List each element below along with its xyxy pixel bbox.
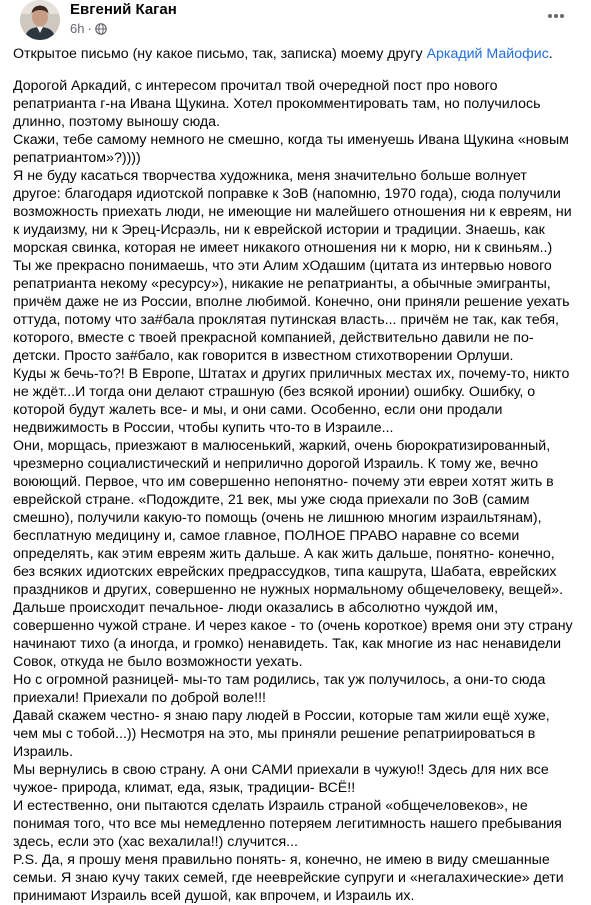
paragraph: Но с огромной разницей- мы-то там родились, так уж получилось, а они-то сюда приехали! Приехали по доброй воле!!! (13, 672, 546, 706)
paragraph: Дальше происходит печальное- люди оказались в абсолютно чуждой им, совершенно чужой стране. И через какое - то (очень короткое) время они эту страну начинают тихо (а иногда, и громко) ненавидеть. Так, как многие из нас ненавидели Совок, откуда не было возможности уехать. (13, 600, 573, 670)
paragraph: Дорогой Аркадий, с интересом прочитал твой очередной пост про нового репатрианта г-на Ивана Щукина. Хотел прокомментировать там, но получилось длинно, поэтому выношу сюда. (13, 78, 541, 130)
paragraph: Мы вернулись в свою страну. А они САМИ приехали в чужую!! Здесь для них все чужое- природа, климат, еда, язык, традиции- ВСЁ!! (13, 762, 549, 796)
author-name[interactable]: Евгений Каган (70, 1, 177, 18)
avatar-picture (20, 0, 60, 40)
mention-link[interactable]: Аркадий Майофис (426, 46, 549, 62)
intro-text: Открытое письмо (ну какое письмо, так, записка) моему другу (13, 46, 427, 62)
paragraph: Давай скажем честно- я знаю пару людей в России, которые там жили ещё хуже, чем мы с тобой...)) Несмотря на это, мы приняли решение репатриироваться в Израиль. (13, 708, 550, 760)
post-time[interactable]: 6h (70, 21, 85, 36)
paragraph: Я не буду касаться творчества художника, меня значительно больше волнует другое: благодаря идиотской поправке к ЗоВ (напомню, 1970 года), сюда получили возможность приехать люди, не имеющие ни малейшего отношения ни к евреям, ни к иудаизму, ни к Эрец-Исраэль, ни к еврейской истории и традиции. Знаешь, как морская свинка, которая не имеет никакого отношения ни к морю, ни к свиньям..) (13, 168, 572, 256)
more-horizontal-icon (547, 13, 565, 19)
intro-end: . (548, 46, 553, 62)
paragraph: Они, морщась, приезжают в малюсенький, жаркий, очень бюрократизированный, чрезмерно социалистический и неприлично дорогой Израиль. К тому же, вечно воюющий. Первое, что им совершенно непонятно- почему эти евреи хотят жить в еврейской стране. «Подождите, 21 век, мы уже сюда приехали по ЗоВ (самим смешно), получили какую-то помощь (очень не лишнюю многим израильтянам), бесплатную медицину и, самое главное, ПОЛНОЕ ПРАВО наравне со всеми определять, как этим евреям жить дальше. А как жить дальше, понятно- конечно, без всяких идиотских еврейских предрассудков, типа кашрута, Шабата, еврейских праздников и других, совершенно не нужных нормальному общечеловеку, вещей». (13, 438, 564, 598)
paragraph: Ты же прекрасно понимаешь, что эти Алим хОдашим (цитата из интервью нового репатрианта некому «ресурсу»), никакие не репатрианты, а обычные эмигранты, причём даже не из России, вполне любимой. Конечно, они приняли решение уехать оттуда, потому что за#бала проклятая путинская власть... причём не так, как тебя, которого, вместе с твоей прекрасной компанией, действительно давили не по-детски. Просто за#бало, как говорится в известном стихотворении Орлуши. (13, 258, 570, 364)
paragraph: Куды ж бечь-то?! В Европе, Штатах и других приличных местах их, почему-то, никто не ждёт...И тогда они делают страшную (без всякой иронии) ошибку. Ошибку, о которой будут жалеть все- и мы, и они сами. Особенно, если они продали недвижимость в России, чтобы купить что-то в Израиле... (13, 366, 570, 436)
meta-separator: · (87, 21, 92, 36)
user-avatar-icon[interactable] (20, 0, 60, 40)
post-intro (13, 45, 573, 63)
post-body (10, 40, 581, 905)
paragraph: P.S. Да, я прошу меня правильно понять- я, конечно, не имею в виду смешанные семьи. Я знаю кучу таких семей, где нееврейские супруги и «негалахические» дети принимают Израиль всей душой, как впрочем, и Израиль их. (13, 852, 564, 904)
post-meta (70, 21, 107, 36)
globe-icon[interactable] (95, 23, 107, 35)
paragraph: И естественно, они пытаются сделать Израиль страной «общечеловеков», не понимая того, что все мы немедленно потеряем легитимность нашего пребывания здесь, если это (хас вехалила!!) случится... (13, 798, 562, 850)
post-header (10, 0, 581, 40)
paragraph: Скажи, тебе самому немного не смешно, когда ты именуешь Ивана Щукина «новым репатриантом»?)))) (13, 132, 569, 166)
more-options-button[interactable] (541, 2, 571, 30)
